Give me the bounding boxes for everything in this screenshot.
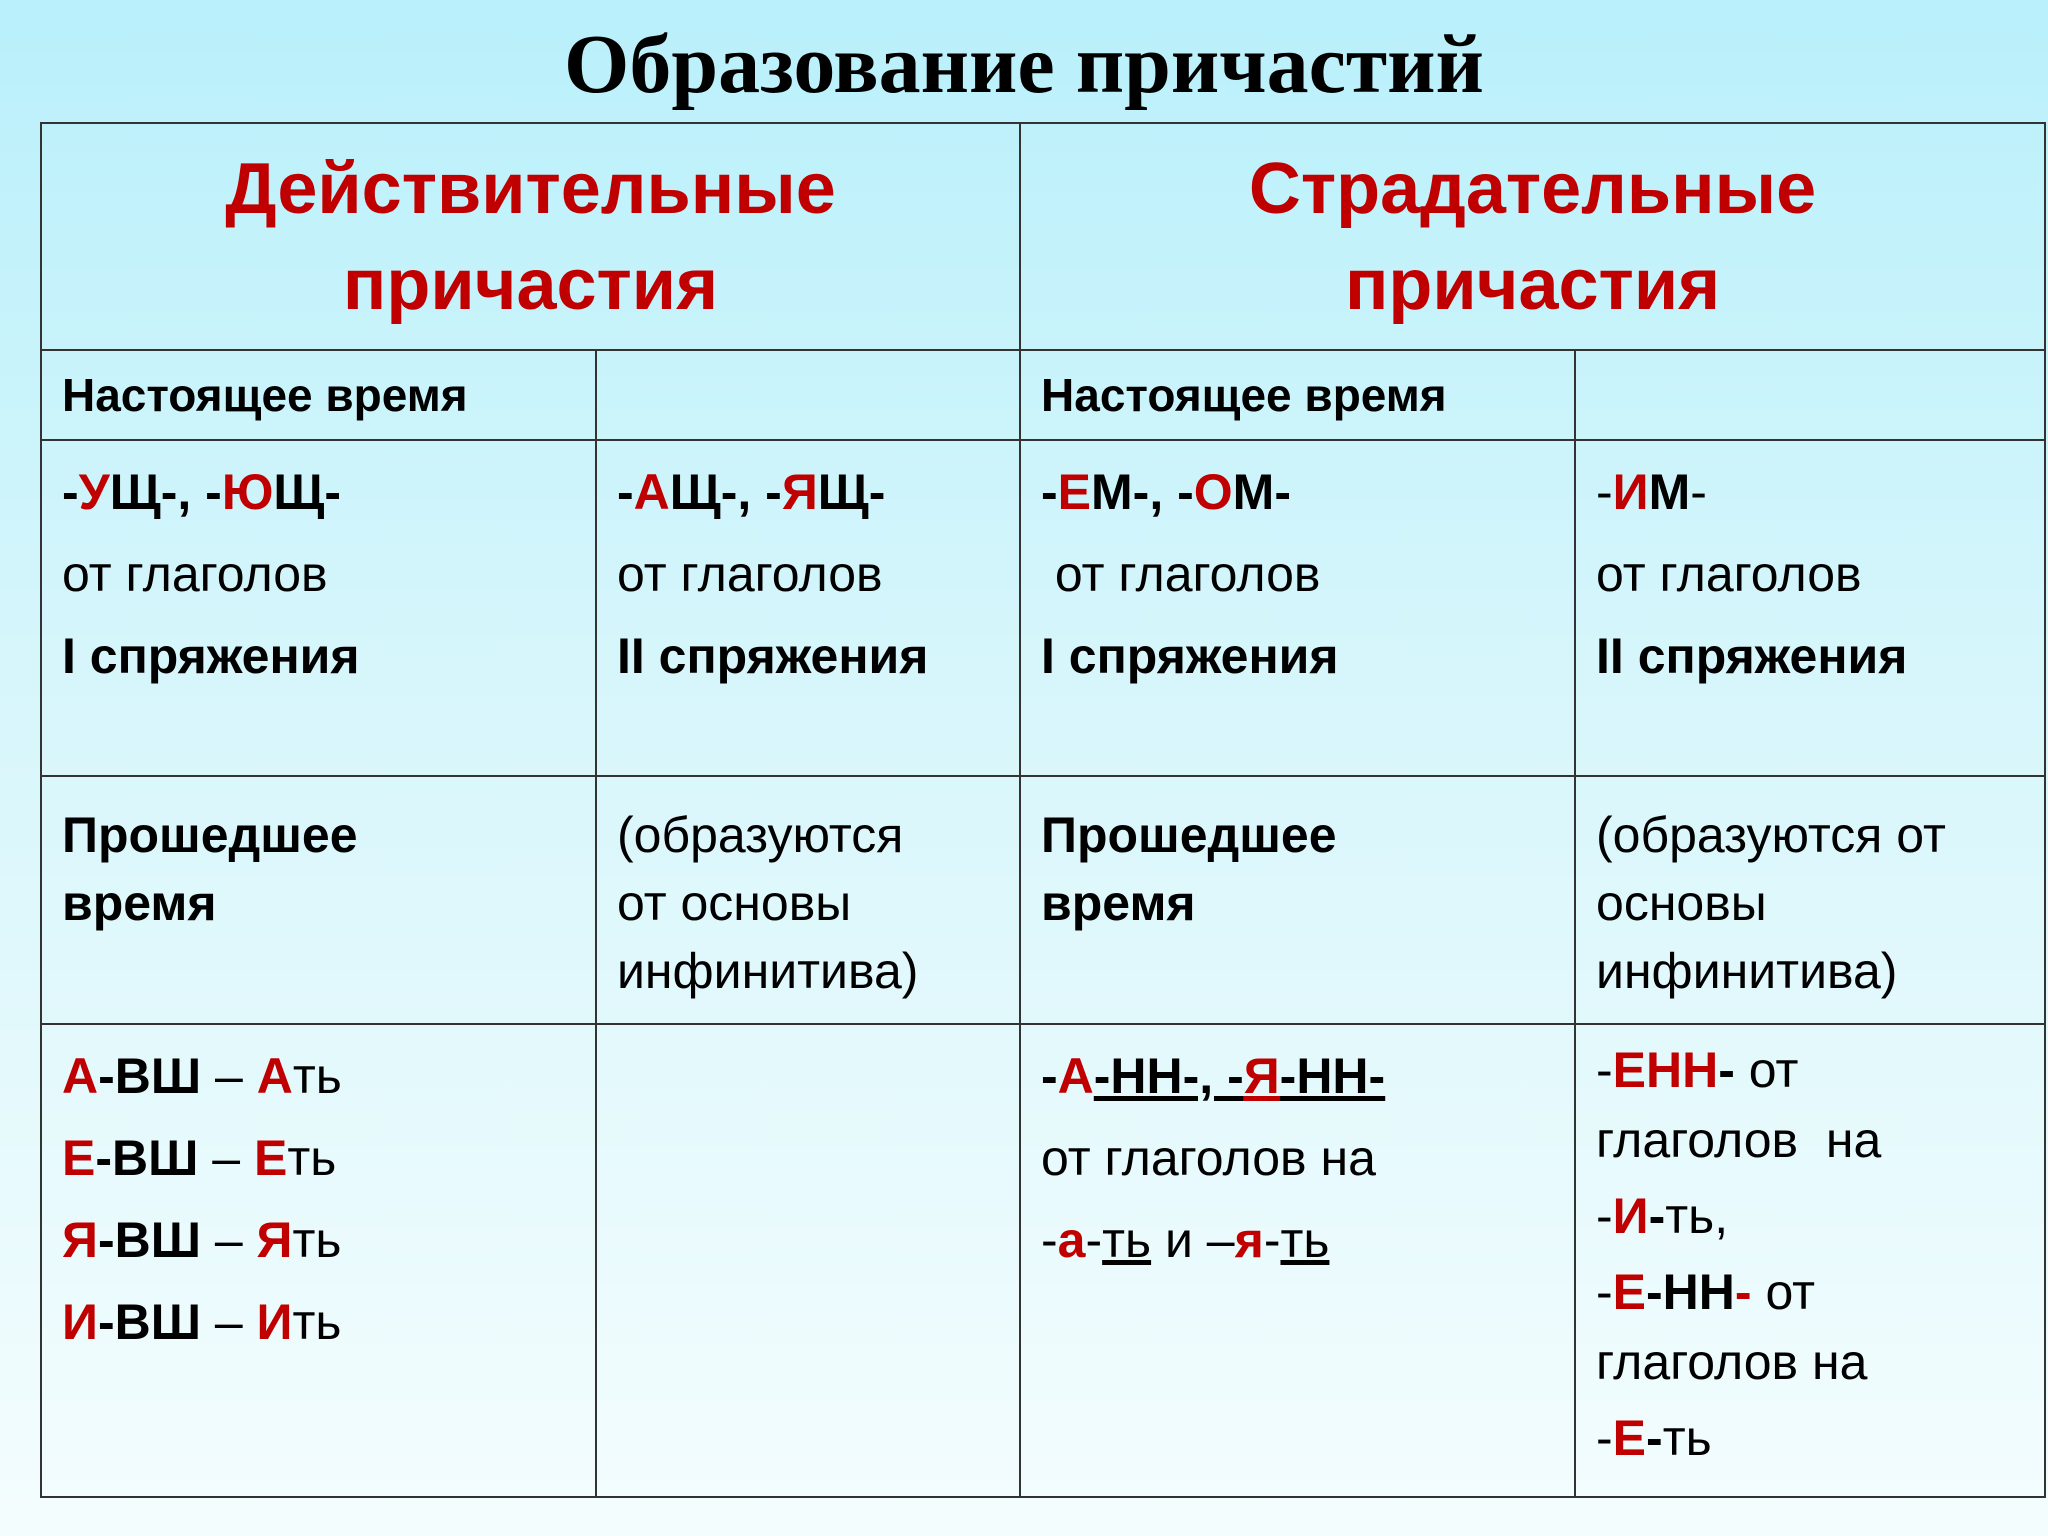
active-present-label: Настоящее время	[41, 350, 596, 440]
suffix-line: -а-ть и –я-ть	[1041, 1212, 1330, 1268]
passive-past-label: Прошедшее время	[1020, 776, 1575, 1024]
suffix-line: -ЕНН- от	[1596, 1042, 1799, 1098]
suffix-line: -ЕМ-, -ОМ-	[1041, 464, 1291, 520]
suffix-line: А-ВШ – Ать	[62, 1048, 342, 1104]
active-present-conj2: -АЩ-, -ЯЩ- от глаголов II спряжения	[596, 440, 1020, 776]
passive-past-suffixes-enn: -ЕНН- от глаголов на -И-ть, -Е-НН- от глаголов на -Е-ть	[1575, 1024, 2045, 1497]
empty-cell	[596, 350, 1020, 440]
suffix-line: -Е-НН- от	[1596, 1264, 1816, 1320]
suffix-line: -Е-ть	[1596, 1410, 1712, 1466]
suffix-line: И-ВШ – Ить	[62, 1294, 342, 1350]
past-time-row	[41, 776, 2045, 1024]
active-past-suffixes	[41, 1024, 596, 1497]
active-past-note: (образуются от основы инфинитива)	[596, 776, 1020, 1024]
suffix-line: -А-НН-, -Я-НН-	[1041, 1048, 1386, 1104]
passive-present-conj2: -ИМ- от глаголов II спряжения	[1575, 440, 2045, 776]
present-time-row	[41, 350, 2045, 440]
suffix-line: -АЩ-, -ЯЩ-	[617, 464, 886, 520]
passive-present-conj1: -ЕМ-, -ОМ- от глаголов I спряжения	[1020, 440, 1575, 776]
empty-cell	[596, 1024, 1020, 1497]
participles-table	[40, 122, 2046, 1498]
passive-past-note: (образуются от основы инфинитива)	[1575, 776, 2045, 1024]
present-suffix-row	[41, 440, 2045, 776]
suffix-line: -УЩ-, -ЮЩ-	[62, 464, 341, 520]
page-title: Образование причастий	[564, 18, 1484, 111]
suffix-line: -ИМ-	[1596, 464, 1707, 520]
active-past-label: Прошедшее время	[41, 776, 596, 1024]
suffix-line: Я-ВШ – Ять	[62, 1212, 342, 1268]
active-present-conj1: -УЩ-, -ЮЩ- от глаголов I спряжения	[41, 440, 596, 776]
empty-cell	[1575, 350, 2045, 440]
passive-present-label: Настоящее время	[1020, 350, 1575, 440]
passive-past-suffixes-a-ya: -А-НН-, -Я-НН- от глаголов на -а-ть и –я-ть	[1020, 1024, 1575, 1497]
header-row	[41, 123, 2045, 350]
suffix-line: -И-ть,	[1596, 1188, 1729, 1244]
past-suffix-row	[41, 1024, 2045, 1497]
suffix-line: Е-ВШ – Еть	[62, 1130, 337, 1186]
passive-participles-header: Страдательные причастия	[1020, 123, 2045, 350]
active-participles-header: Действительные причастия	[41, 123, 1020, 350]
